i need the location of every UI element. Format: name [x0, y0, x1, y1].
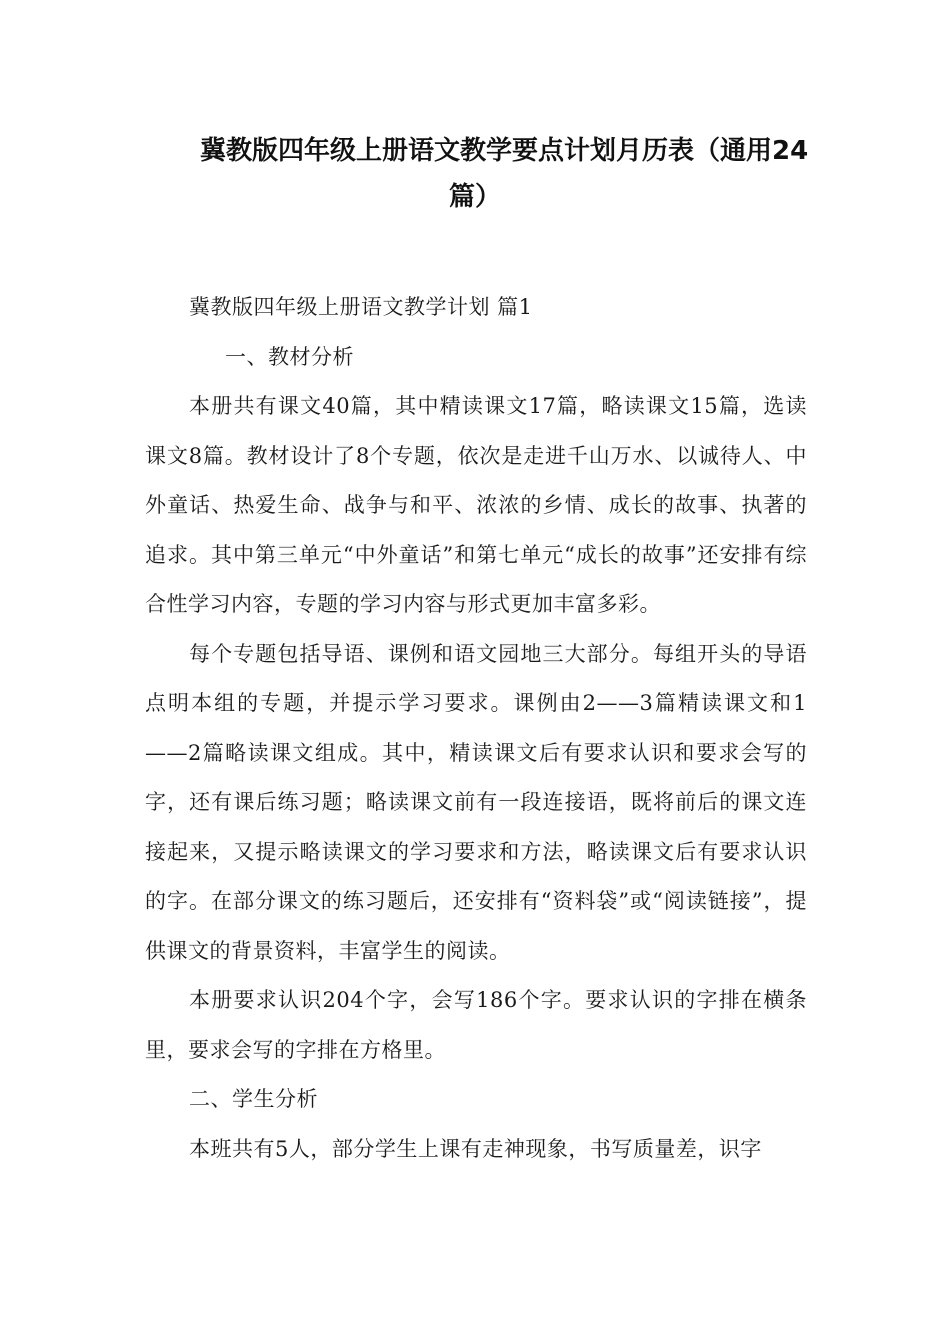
title-line-1: 冀教版四年级上册语文教学要点计划月历表（通用24	[200, 136, 809, 166]
section-heading: 冀教版四年级上册语文教学计划 篇1	[189, 295, 533, 319]
paragraph-students-1: 本班共有5人，部分学生上课有走神现象，书写质量差，识字	[189, 1136, 762, 1161]
heading-student-analysis: 二、学生分析	[189, 1087, 318, 1111]
document-title	[150, 128, 809, 220]
title-line-2: 篇）	[448, 182, 501, 212]
document-body	[145, 283, 807, 1174]
paragraph-materials-3: 本册要求认识204个字，会写186个字。要求认识的字排在横条里，要求会写的字排在方格里。	[145, 988, 807, 1062]
paragraph-materials-2: 每个专题包括导语、课例和语文园地三大部分。每组开头的导语点明本组的专题，并提示学习要求。课例由2——3篇精读课文和1——2篇略读课文组成。其中，精读课文后有要求认识和要求会写的字，还有课后练习题；略读课文前有一段连接语，既将前后的课文连接起来，又提示略读课文的学习要求和方法，略读课文后有要求认识的字。在部分课文的练习题后，还安排有“资料袋”或“阅读链接”，提供课文的背景资料，丰富学生的阅读。	[145, 641, 807, 963]
paragraph-materials-1: 本册共有课文40篇，其中精读课文17篇，略读课文15篇，选读课文8篇。教材设计了8个专题，依次是走进千山万水、以诚待人、中外童话、热爱生命、战争与和平、浓浓的乡情、成长的故事、执著的追求。其中第三单元“中外童话”和第七单元“成长的故事”还安排有综合性学习内容，专题的学习内容与形式更加丰富多彩。	[145, 394, 807, 616]
heading-materials-analysis: 一、教材分析	[225, 344, 354, 369]
